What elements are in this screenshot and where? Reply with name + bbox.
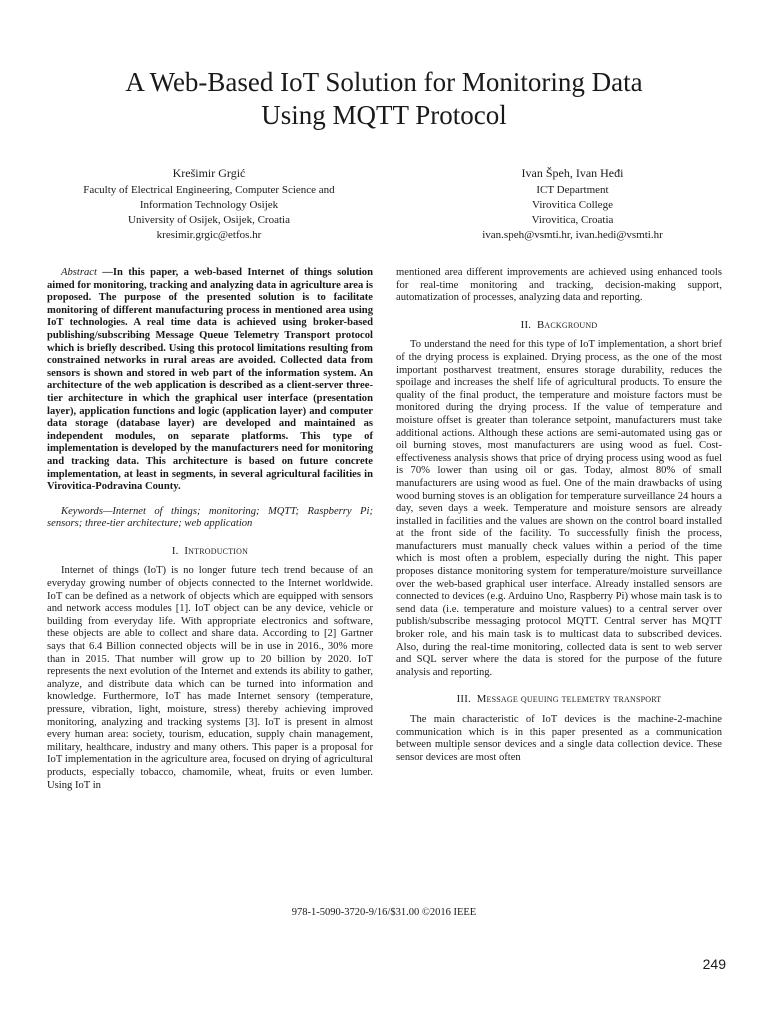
- author-name: Krešimir Grgić: [172, 166, 246, 180]
- title-line-2: Using MQTT Protocol: [261, 100, 507, 130]
- abstract-label: Abstract: [61, 267, 97, 278]
- author-affiliation-line: Virovitica, Croatia: [531, 214, 614, 226]
- paper-title: [40, 66, 728, 132]
- copyright-footer: 978-1-5090-3720-9/16/$31.00 ©2016 IEEE: [291, 907, 477, 918]
- author-affiliation-line: Information Technology Osijek: [139, 199, 279, 211]
- author-affiliation-line: Faculty of Electrical Engineering, Computer Science and: [83, 184, 335, 196]
- author-block-right: [400, 166, 745, 243]
- mqtt-paragraph: The main characteristic of IoT devices is the machine-2-machine communication which is in this paper presented as a communication between multiple sensor devices and a single data collection device. These sensor devices are most often: [396, 714, 722, 763]
- author-affiliation-line: ICT Department: [536, 184, 609, 196]
- abstract-text: —In this paper, a web-based Internet of things solution aimed for monitoring, tracking and analyzing data in agriculture area is proposed. The purpose of the presented solution is to facilitate monitoring of different manufacturing process in mentioned area using IoT technologies. A real time data is achieved using broker-based publishing/subscribing Message Queue Telemetry Transport protocol which is briefly described. Using this protocol limitations resulting from constrained networks in rural areas are avoided. Collected data from sensors is shown and stored in web part of the information system. An architecture of the web application is described as a client-server three-tier architecture in which the graphical user interface (presentation layer), application functions and logic (application layer) and computer data storage (database layer) are developed and maintained as independent modules, on separate platforms. This type of implementation is developed by the manufacturers need for monitoring and tracking data. This architecture is based on future concrete implementation, at least in segments, in several agricultural facilities in Virovitica-Podravina County.: [47, 267, 373, 493]
- right-column: [396, 267, 722, 764]
- author-name: Ivan Špeh, Ivan Heđi: [521, 166, 624, 180]
- section-heading-introduction: I. Introduction: [171, 544, 249, 557]
- abstract: [47, 267, 373, 494]
- author-email: kresimir.grgic@etfos.hr: [156, 229, 262, 241]
- title-line-1: A Web-Based IoT Solution for Monitoring Data: [125, 67, 643, 97]
- section-heading-mqtt: III. Message queuing telemetry transport: [456, 693, 662, 706]
- background-paragraph: To understand the need for this type of IoT implementation, a short brief of the drying process is explained. Drying process, as the one of the most important postharvest treatment, ensures storage durability, reduces the spoilage and increases the shelf life of agricultural products. To ensure the quality of the final product, the temperature and moisture factors must be monitored during the drying process. If the value of temperature and moisture offset is greater than tolerance setpoint, manufacturers must take additional actions. Although these actions are semi-automated using gas or oil burning stoves, most manufacturers are using wood as fuel. Cost-effectiveness analysis shows that price of drying process using wood as fuel is 70% lower than using oil or gas. Today, almost 80% of small manufacturers are using wood as fuel. One of the main drawbacks of using wood burning stoves is an obligation for temperature surveillance 24 hours a day, seven days a week. Temperature and moisture sensors are already installed in facilities and the values are shown on the control board installed at the front side of the facility. To successfully finish the process, manufacturers must manually check values within a period of the time which is most often a problem, especially during the night. This paper proposes distance monitoring system for temperature/moisture surveillance over the web-based graphical user interface. Already installed sensors are connected to devices (e.g. Arduino Uno, Raspberry Pi) whose main task is to send data (i.e. temperature and moisture values) to a central server over publish/subscribe messaging protocol MQTT. Central server has MQTT broker role, and his main task is to multicast data to subscribed devices. Also, during the real-time monitoring, collected data is sent to web server and SQL server where the data is stored for the purpose of the future analysis and reporting.: [396, 339, 722, 678]
- keywords: Keywords—Internet of things; monitoring; MQTT; Raspberry Pi; sensors; three-tier architecture; web application: [47, 505, 373, 530]
- author-affiliation-line: Virovitica College: [532, 199, 613, 211]
- author-affiliation-line: University of Osijek, Osijek, Croatia: [128, 214, 290, 226]
- introduction-continued-paragraph: mentioned area different improvements are achieved using enhanced tools for real-time monitoring and tracking, decision-making support, automatization of processes, analyzing data and reporting.: [396, 267, 722, 304]
- page-number: 249: [702, 956, 726, 972]
- introduction-paragraph: Internet of things (IoT) is no longer future tech trend because of an everyday growing number of objects connected to the Internet worldwide. IoT can be defined as a network of objects which are equipped with sensors and network access modules [1]. IoT object can be any device, vehicle or building from everyday life. With appropriate electronics and software, these objects are able to collect and share data. According to [2] Gartner says that 6.4 Billion connected objects will be in use in 2016., 30% more than in 2015. That number will grow up to 20 billion by 2020. IoT represents the next evolution of the Internet and extends its ability to gather, analyze, and distribute data which can be turned into information and knowledge. Furthermore, IoT has made Internet sensory (temperature, pressure, vibration, light, moisture, stress) thereby achieving improved monitoring, analyzing and tracking systems [3]. IoT is present in almost every human area: society, tourism, education, supply chain management, military, healthcare, industry and many others. This paper is a proposal for IoT implementation in the agriculture area, focused on drying of agricultural products, especially tobacco, chamomile, wheat, fruits or even lumber. Using IoT in: [47, 565, 373, 791]
- left-column: [47, 267, 373, 792]
- section-heading-background: II. Background: [520, 318, 598, 331]
- author-block-left: [40, 166, 378, 243]
- author-email: ivan.speh@vsmti.hr, ivan.hedi@vsmti.hr: [482, 229, 663, 241]
